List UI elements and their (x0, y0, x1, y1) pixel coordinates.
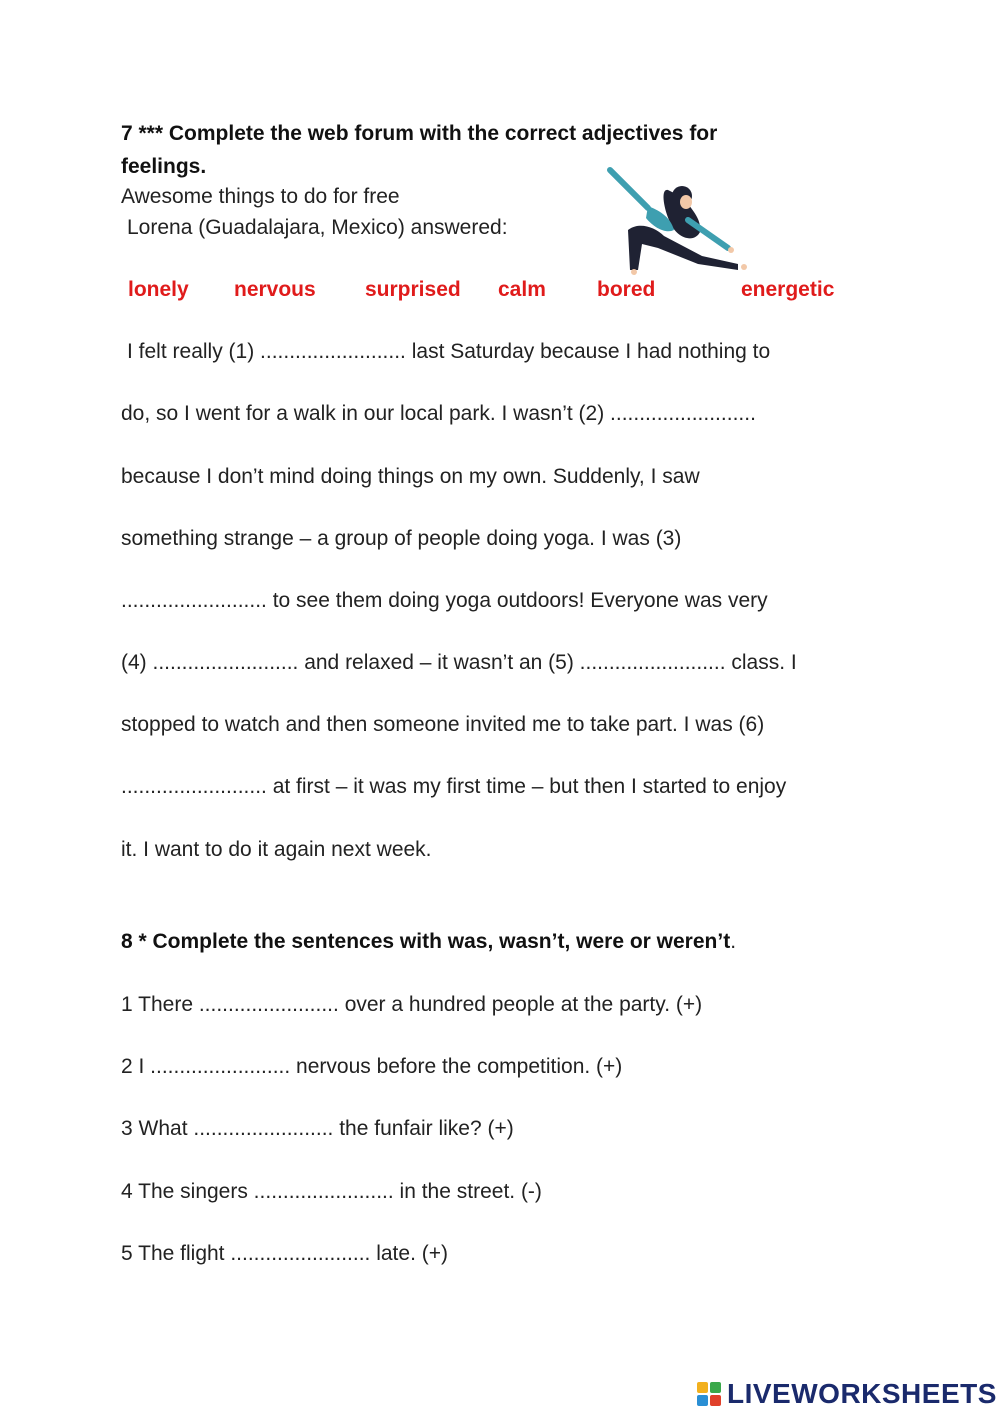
forum-text-line: stopped to watch and then someone invited me to take part. I was (6) (121, 713, 765, 736)
exercise-8-sentence: 2 I ........................ nervous before the competition. (+) (121, 1055, 623, 1078)
exercise-8-sentence: 1 There ........................ over a hundred people at the party. (+) (121, 993, 703, 1016)
forum-text-line: something strange – a group of people doing yoga. I was (3) (121, 527, 682, 550)
exercise-7-title: 7 *** Complete the web forum with the correct adjectives for (121, 122, 718, 145)
logo-mark-icon (697, 1382, 721, 1406)
forum-text-line: do, so I went for a walk in our local park. I wasn’t (2) ......................... (121, 402, 756, 425)
word-bank-item-nervous: nervous (234, 278, 316, 301)
forum-text-line: it. I want to do it again next week. (121, 838, 432, 861)
exercise-8-sentence: 3 What ........................ the funfair like? (+) (121, 1117, 514, 1140)
exercise-8-sentence: 4 The singers ........................ in the street. (-) (121, 1180, 542, 1203)
forum-text-line: (4) ......................... and relaxed – it wasn’t an (5) ......................... class. I (121, 651, 797, 674)
forum-text-line: I felt really (1) ......................... last Saturday because I had nothing to (127, 340, 771, 363)
forum-text-line: because I don’t mind doing things on my own. Suddenly, I saw (121, 465, 700, 488)
exercise-8-title-period: . (730, 930, 737, 953)
forum-author: Lorena (Guadalajara, Mexico) answered: (127, 216, 508, 239)
forum-text-line: ......................... at first – it was my first time – but then I started to enjoy (121, 775, 787, 798)
word-bank-item-bored: bored (597, 278, 656, 301)
word-bank-item-energetic: energetic (741, 278, 835, 301)
forum-text-line: ......................... to see them doing yoga outdoors! Everyone was very (121, 589, 768, 612)
exercise-8-title (121, 930, 736, 954)
exercise-8-sentence: 5 The flight ........................ late. (+) (121, 1242, 448, 1265)
exercise-8-title-text: 8 * Complete the sentences with was, wasn’t, were or weren’t (121, 930, 731, 953)
exercise-7-title-cont: feelings. (121, 155, 207, 178)
word-bank-item-lonely: lonely (128, 278, 189, 301)
word-bank-item-calm: calm (498, 278, 546, 301)
liveworksheets-logo (697, 1375, 997, 1413)
forum-subtitle: Awesome things to do for free (121, 185, 400, 208)
yoga-woman-illustration (598, 160, 758, 280)
logo-text: LIVEWORKSHEETS (727, 1378, 997, 1409)
word-bank-item-surprised: surprised (365, 278, 461, 301)
